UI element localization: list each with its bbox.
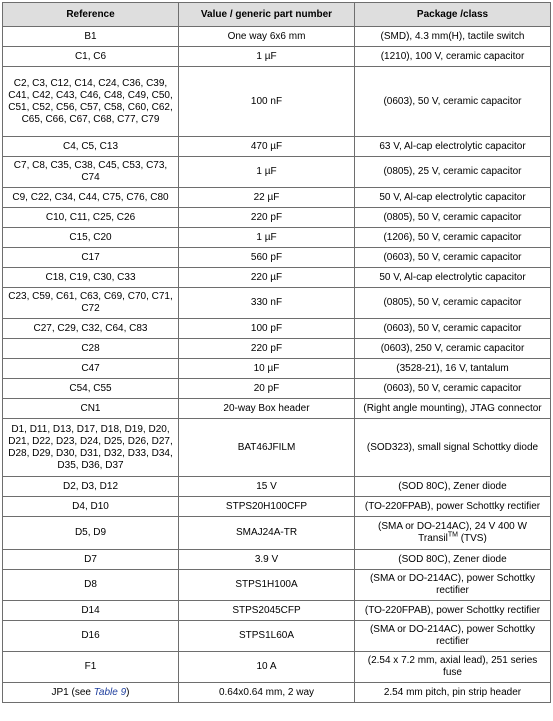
cell-package: (TO-220FPAB), power Schottky rectifier	[355, 601, 551, 621]
cell-package: (SMA or DO-214AC), power Schottky rectifier	[355, 621, 551, 652]
cell-value: 20 pF	[179, 379, 355, 399]
cell-value: 1 µF	[179, 157, 355, 188]
reference-note-suffix: )	[126, 686, 130, 698]
table-row	[3, 683, 551, 703]
cell-reference: C10, C11, C25, C26	[3, 208, 179, 228]
table-row	[3, 497, 551, 517]
cell-reference: C4, C5, C13	[3, 137, 179, 157]
reference-text: JP1	[51, 686, 69, 698]
cell-reference: C1, C6	[3, 47, 179, 67]
trademark-superscript: TM	[447, 531, 458, 539]
cell-reference: C28	[3, 339, 179, 359]
table-row	[3, 137, 551, 157]
table-row	[3, 601, 551, 621]
table-row	[3, 517, 551, 550]
cell-package: (SMA or DO-214AC), power Schottky rectifier	[355, 570, 551, 601]
cell-reference: B1	[3, 27, 179, 47]
cell-value: 10 A	[179, 652, 355, 683]
table-row	[3, 288, 551, 319]
cell-value: 470 µF	[179, 137, 355, 157]
cell-package: (Right angle mounting), JTAG connector	[355, 399, 551, 419]
cell-value: 20-way Box header	[179, 399, 355, 419]
cell-reference: C54, C55	[3, 379, 179, 399]
table-9-link[interactable]: Table 9	[93, 686, 127, 698]
cell-package: (TO-220FPAB), power Schottky rectifier	[355, 497, 551, 517]
cell-reference: D4, D10	[3, 497, 179, 517]
cell-package: (0805), 25 V, ceramic capacitor	[355, 157, 551, 188]
cell-reference: C17	[3, 248, 179, 268]
cell-value: 22 µF	[179, 188, 355, 208]
cell-package: 50 V, Al-cap electrolytic capacitor	[355, 268, 551, 288]
table-row	[3, 359, 551, 379]
cell-reference: D7	[3, 550, 179, 570]
header-reference: Reference	[3, 3, 179, 27]
reference-note-prefix: (see	[68, 686, 94, 698]
table-row	[3, 188, 551, 208]
cell-reference: D2, D3, D12	[3, 477, 179, 497]
cell-package: (0603), 50 V, ceramic capacitor	[355, 379, 551, 399]
cell-reference: C18, C19, C30, C33	[3, 268, 179, 288]
cell-package: (0805), 50 V, ceramic capacitor	[355, 288, 551, 319]
cell-reference: C15, C20	[3, 228, 179, 248]
cell-value: STPS20H100CFP	[179, 497, 355, 517]
cell-reference: D8	[3, 570, 179, 601]
cell-value: 220 pF	[179, 208, 355, 228]
table-row	[3, 319, 551, 339]
bom-table-container	[2, 2, 550, 703]
cell-value: STPS1H100A	[179, 570, 355, 601]
table-row	[3, 399, 551, 419]
cell-value: 100 pF	[179, 319, 355, 339]
cell-value: 15 V	[179, 477, 355, 497]
table-row	[3, 47, 551, 67]
table-row	[3, 339, 551, 359]
cell-reference: C47	[3, 359, 179, 379]
header-package: Package /class	[355, 3, 551, 27]
cell-reference: C23, C59, C61, C63, C69, C70, C71, C72	[3, 288, 179, 319]
cell-package	[355, 517, 551, 550]
cell-value: 1 µF	[179, 47, 355, 67]
cell-reference: C2, C3, C12, C14, C24, C36, C39, C41, C42, C43, C46, C48, C49, C50, C51, C52, C56, C57, C58, C60, C62, C65, C66, C67, C68, C77, C79	[3, 67, 179, 137]
table-row	[3, 228, 551, 248]
cell-value: STPS1L60A	[179, 621, 355, 652]
bill-of-materials-table	[2, 2, 551, 703]
table-row	[3, 570, 551, 601]
table-row	[3, 27, 551, 47]
cell-value: 220 µF	[179, 268, 355, 288]
cell-reference	[3, 683, 179, 703]
cell-value: 330 nF	[179, 288, 355, 319]
table-row	[3, 208, 551, 228]
cell-package: (0603), 50 V, ceramic capacitor	[355, 67, 551, 137]
cell-value: 3.9 V	[179, 550, 355, 570]
cell-value: 10 µF	[179, 359, 355, 379]
cell-package: (0603), 50 V, ceramic capacitor	[355, 319, 551, 339]
table-row	[3, 67, 551, 137]
table-row	[3, 379, 551, 399]
cell-value: One way 6x6 mm	[179, 27, 355, 47]
cell-reference: C7, C8, C35, C38, C45, C53, C73, C74	[3, 157, 179, 188]
package-text-tail: (TVS)	[457, 533, 487, 544]
cell-reference: C9, C22, C34, C44, C75, C76, C80	[3, 188, 179, 208]
cell-package: (2.54 x 7.2 mm, axial lead), 251 series fuse	[355, 652, 551, 683]
cell-value: 1 µF	[179, 228, 355, 248]
table-row	[3, 419, 551, 477]
table-row	[3, 157, 551, 188]
cell-package: (SOD 80C), Zener diode	[355, 550, 551, 570]
cell-value: 220 pF	[179, 339, 355, 359]
cell-package: (0603), 250 V, ceramic capacitor	[355, 339, 551, 359]
package-text: (SMA or DO-214AC), 24 V 400 W Transil	[378, 521, 527, 544]
cell-package: (3528-21), 16 V, tantalum	[355, 359, 551, 379]
cell-reference: C27, C29, C32, C64, C83	[3, 319, 179, 339]
table-row	[3, 477, 551, 497]
cell-package: 2.54 mm pitch, pin strip header	[355, 683, 551, 703]
cell-package: (SOD323), small signal Schottky diode	[355, 419, 551, 477]
cell-reference: D14	[3, 601, 179, 621]
cell-reference: D1, D11, D13, D17, D18, D19, D20, D21, D22, D23, D24, D25, D26, D27, D28, D29, D30, D31, D32, D33, D34, D35, D36, D37	[3, 419, 179, 477]
table-row	[3, 621, 551, 652]
table-row	[3, 550, 551, 570]
cell-package: 50 V, Al-cap electrolytic capacitor	[355, 188, 551, 208]
cell-reference: D16	[3, 621, 179, 652]
cell-value: BAT46JFILM	[179, 419, 355, 477]
cell-reference: F1	[3, 652, 179, 683]
cell-value: STPS2045CFP	[179, 601, 355, 621]
cell-value: 560 pF	[179, 248, 355, 268]
table-row	[3, 268, 551, 288]
cell-reference: CN1	[3, 399, 179, 419]
cell-package: (0805), 50 V, ceramic capacitor	[355, 208, 551, 228]
cell-package: 63 V, Al-cap electrolytic capacitor	[355, 137, 551, 157]
cell-package: (0603), 50 V, ceramic capacitor	[355, 248, 551, 268]
cell-package: (SOD 80C), Zener diode	[355, 477, 551, 497]
cell-value: 100 nF	[179, 67, 355, 137]
cell-package: (1206), 50 V, ceramic capacitor	[355, 228, 551, 248]
table-row	[3, 248, 551, 268]
cell-package: (1210), 100 V, ceramic capacitor	[355, 47, 551, 67]
cell-value: SMAJ24A-TR	[179, 517, 355, 550]
cell-reference: D5, D9	[3, 517, 179, 550]
table-row	[3, 652, 551, 683]
header-value: Value / generic part number	[179, 3, 355, 27]
cell-package: (SMD), 4.3 mm(H), tactile switch	[355, 27, 551, 47]
table-header-row	[3, 3, 551, 27]
cell-value: 0.64x0.64 mm, 2 way	[179, 683, 355, 703]
